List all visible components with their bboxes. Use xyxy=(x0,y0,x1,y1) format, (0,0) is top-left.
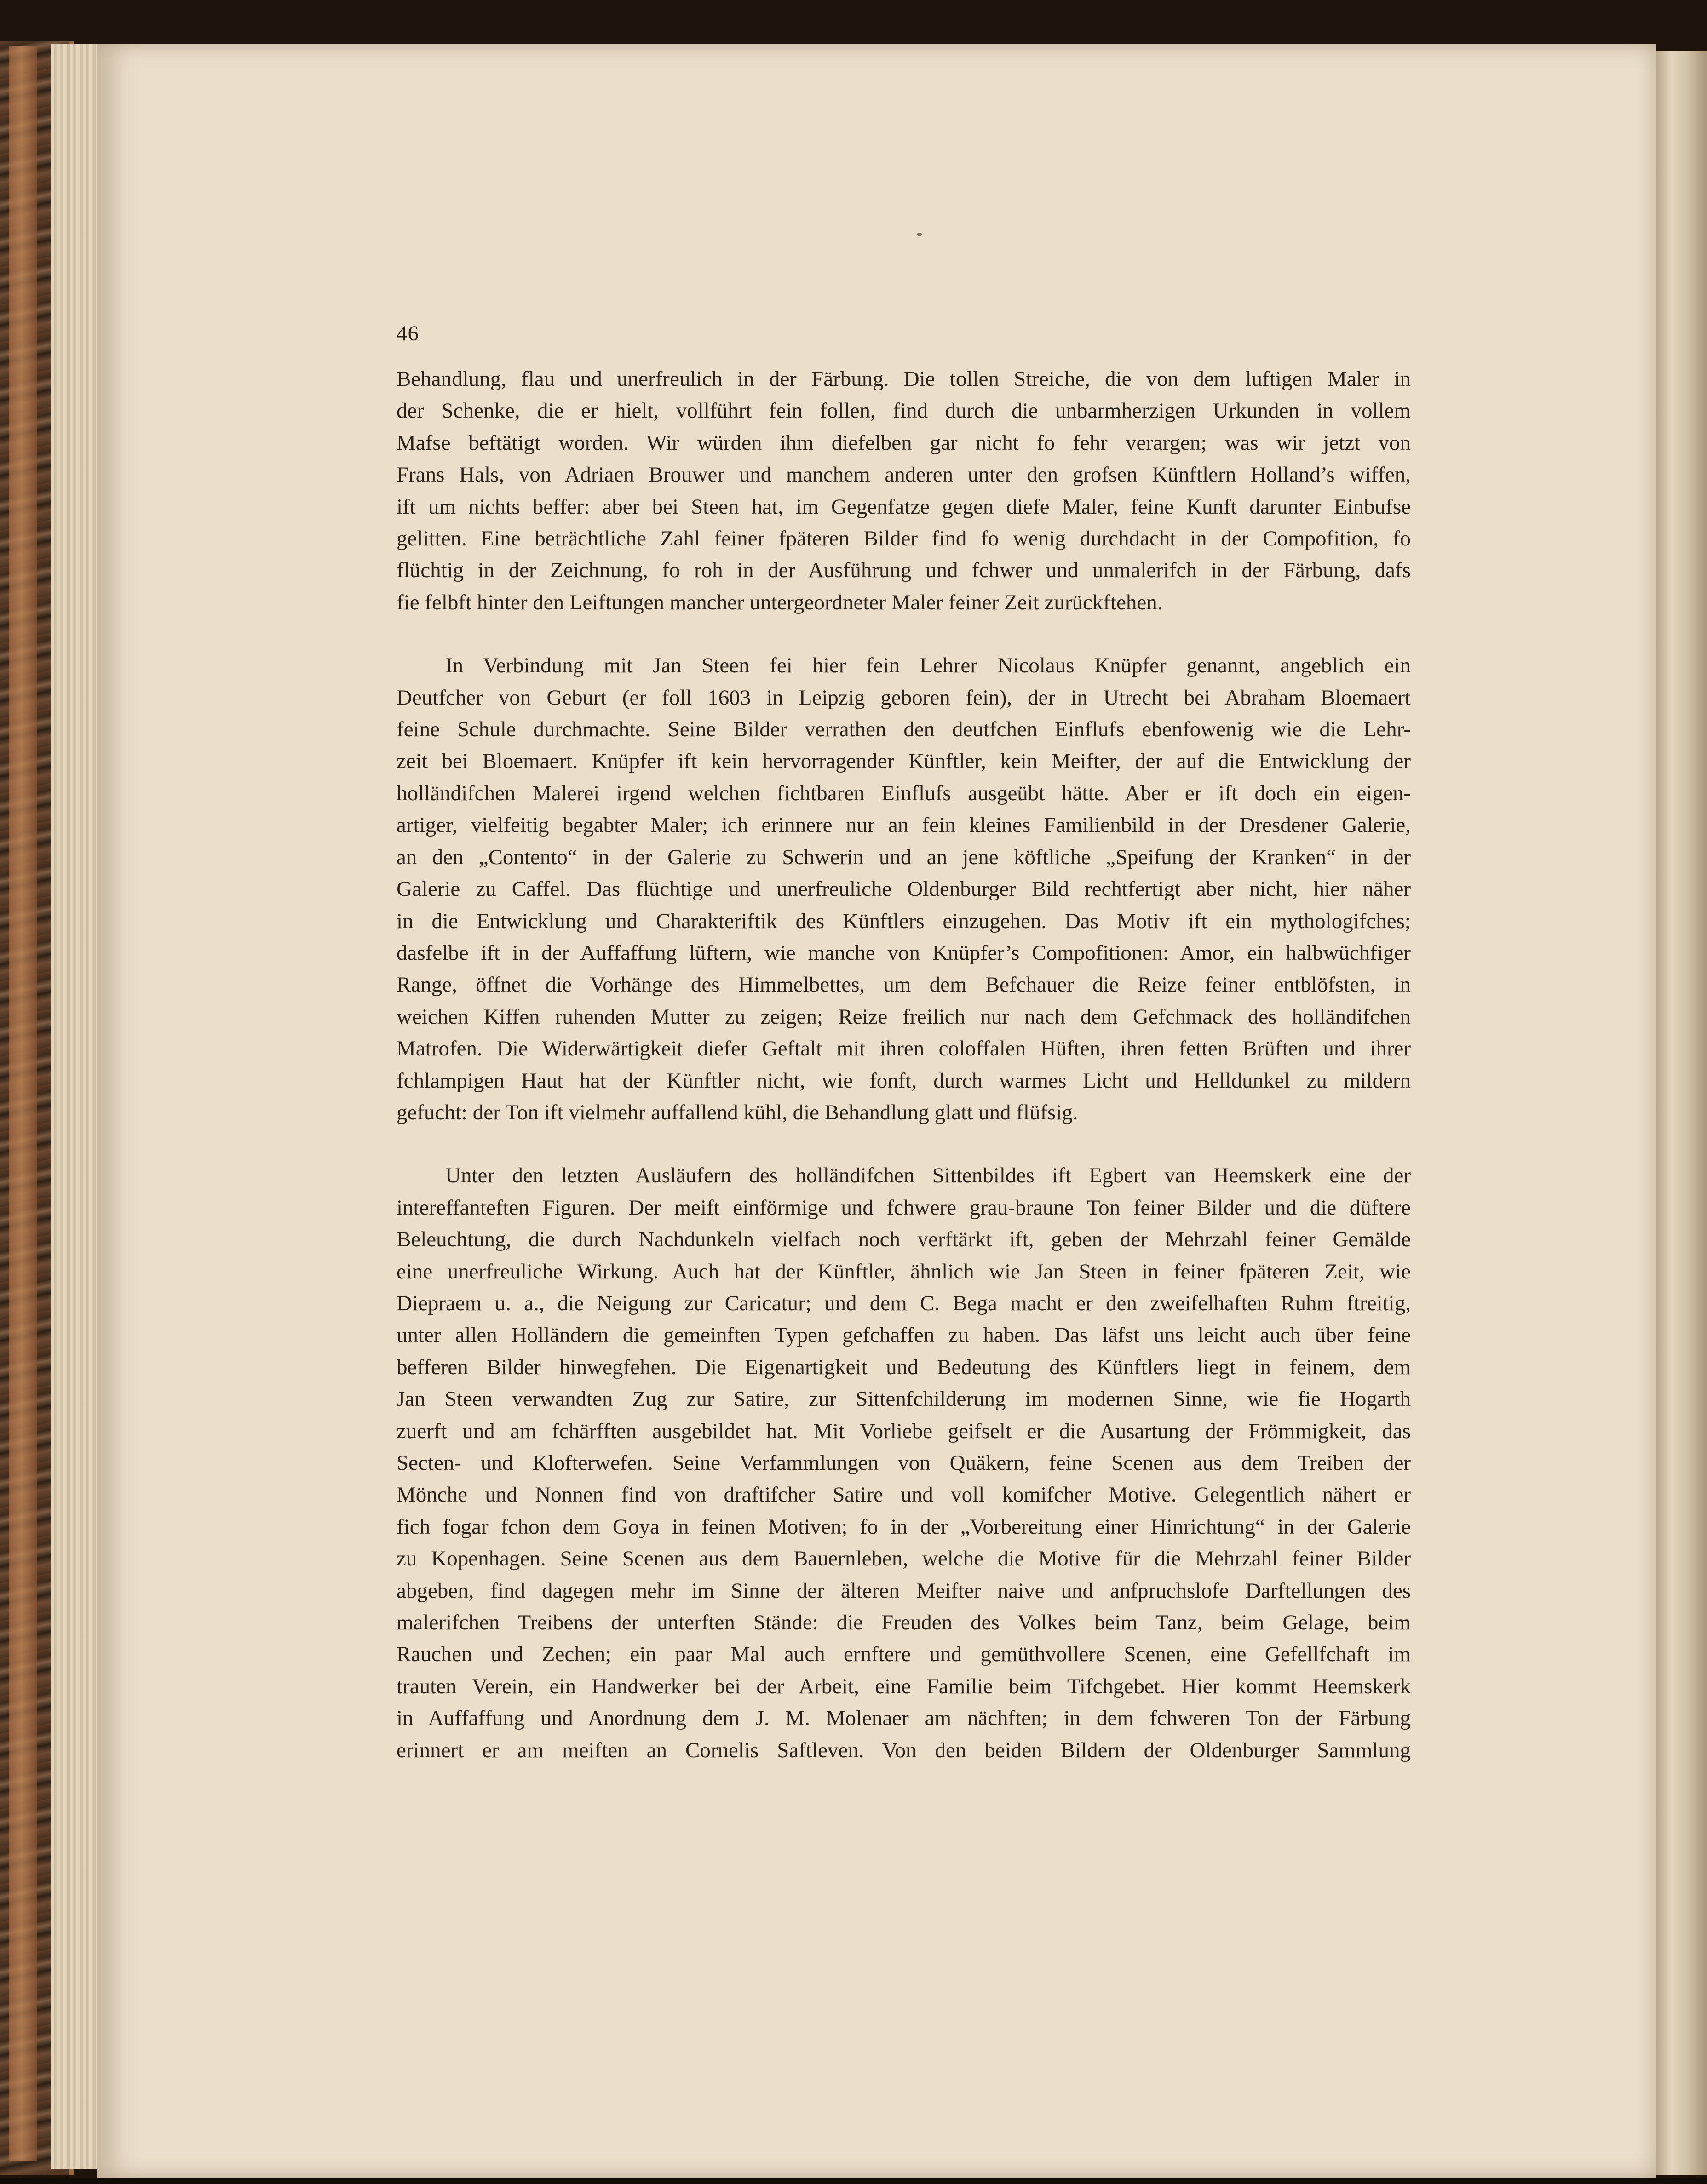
text-line: artiger, vielfeitig begabter Maler; ich erinnere nur an fein kleines Familienbild in der Dresdener Galerie, xyxy=(397,813,1411,837)
paragraph-1 xyxy=(397,363,1411,619)
text-line: Jan Steen verwandten Zug zur Satire, zur Sittenfchilderung im modernen Sinne, wie fie Hogarth xyxy=(397,1387,1411,1411)
text-line: befferen Bilder hinwegfehen. Die Eigenartigkeit und Bedeutung des Künftlers liegt in feinem, dem xyxy=(397,1355,1411,1379)
text-line: intereffanteften Figuren. Der meift einförmige und fchwere grau-braune Ton feiner Bilder und die düftere xyxy=(397,1195,1411,1220)
binding-leather-strip xyxy=(9,46,37,2161)
paragraph-3 xyxy=(397,1160,1411,1766)
text-line: erinnert er am meiften an Cornelis Saftleven. Von den beiden Bildern der Oldenburger Sammlung xyxy=(397,1738,1411,1762)
text-line: Diepraem u. a., die Neigung zur Caricatur; und dem C. Bega macht er den zweifelhaften Ruhm ftreitig, xyxy=(397,1291,1411,1315)
text-line: Deutfcher von Geburt (er foll 1603 in Leipzig geboren fein), der in Utrecht bei Abraham Bloemaert xyxy=(397,685,1411,710)
text-line: Behandlung, flau und unerfreulich in der Färbung. Die tollen Streiche, die von dem luftigen Maler in xyxy=(397,367,1411,391)
body-text xyxy=(397,363,1411,1798)
text-line: fie felbft hinter den Leiftungen mancher untergeordneter Maler feiner Zeit zurückftehen. xyxy=(397,590,1163,614)
text-line: Unter den letzten Ausläufern des holländifchen Sittenbildes ift Egbert van Heemskerk eine der xyxy=(445,1164,1411,1188)
text-line: an den „Contento“ in der Galerie zu Schwerin und an jene köftliche „Speifung der Kranken“ in der xyxy=(397,845,1411,869)
text-line: in Auffaffung und Anordnung dem J. M. Molenaer am nächften; in dem fchweren Ton der Färbung xyxy=(397,1706,1411,1731)
text-line: gelitten. Eine beträchtliche Zahl feiner fpäteren Bilder find fo wenig durchdacht in der Compofition, fo xyxy=(397,527,1411,551)
text-line: Beleuchtung, die durch Nachdunkeln vielfach noch verftärkt ift, geben der Mehrzahl feiner Gemälde xyxy=(397,1227,1411,1252)
text-line: Matrofen. Die Widerwärtigkeit diefer Geftalt mit ihren coloffalen Hüften, ihren fetten Brüften und ihrer xyxy=(397,1037,1411,1061)
text-line: unter allen Holländern die gemeinften Typen gefchaffen zu haben. Das läfst uns leicht auch über feine xyxy=(397,1323,1411,1347)
text-line: In Verbindung mit Jan Steen fei hier fein Lehrer Nicolaus Knüpfer genannt, angeblich ein xyxy=(445,653,1411,678)
text-line: holländifchen Malerei irgend welchen fichtbaren Einflufs ausgeübt hätte. Aber er ift doch ein eigen- xyxy=(397,781,1411,805)
text-line: zuerft und am fchärfften ausgebildet hat. Mit Vorliebe geifselt er die Ausartung der Frömmigkeit, das xyxy=(397,1419,1411,1443)
text-line: Galerie zu Caffel. Das flüchtige und unerfreuliche Oldenburger Bild rechtfertigt aber nicht, hier näher xyxy=(397,877,1411,901)
text-line: fchlampigen Haut hat der Künftler nicht, wie fonft, durch warmes Licht und Helldunkel zu mildern xyxy=(397,1068,1411,1093)
text-line: malerifchen Treibens der unterften Stände: die Freuden des Volkes beim Tanz, beim Gelage, beim xyxy=(397,1611,1411,1635)
text-line: ift um nichts beffer: aber bei Steen hat, im Gegenfatze gegen diefe Maler, feine Kunft darunter Einbufse xyxy=(397,494,1411,519)
text-line: trauten Verein, ein Handwerker bei der Arbeit, eine Familie beim Tifchgebet. Hier kommt Heemskerk xyxy=(397,1674,1411,1698)
text-line: zeit bei Bloemaert. Knüpfer ift kein hervorragender Künftler, kein Meifter, der auf die Entwicklung der xyxy=(397,749,1411,774)
paper-speck xyxy=(917,233,922,236)
page-edges-left xyxy=(51,44,101,2169)
page-edges-right xyxy=(1656,51,1707,2175)
paragraph-2 xyxy=(397,650,1411,1129)
text-line: abgeben, find dagegen mehr im Sinne der älteren Meifter naive und anfpruchslofe Darftellungen des xyxy=(397,1578,1411,1603)
text-line: Secten- und Klofterwefen. Seine Verfammlungen von Quäkern, feine Scenen aus dem Treiben der xyxy=(397,1451,1411,1475)
text-line: Mönche und Nonnen find von draftifcher Satire und voll komifcher Motive. Gelegentlich nähert er xyxy=(397,1483,1411,1507)
scan-border-bottom xyxy=(0,2178,1707,2184)
text-line: Mafse beftätigt worden. Wir würden ihm diefelben gar nicht fo fehr verargen; was wir jetzt von xyxy=(397,430,1411,455)
page-number: 46 xyxy=(397,321,419,345)
text-line: eine unerfreuliche Wirkung. Auch hat der Künftler, ähnlich wie Jan Steen in feiner fpäteren Zeit, wie xyxy=(397,1259,1411,1284)
text-line: Range, öffnet die Vorhänge des Himmelbettes, um dem Befchauer die Reize feiner entblöfsten, in xyxy=(397,973,1411,997)
text-line: zu Kopenhagen. Seine Scenen aus dem Bauernleben, welche die Motive für die Mehrzahl feiner Bilder xyxy=(397,1547,1411,1571)
text-line: Frans Hals, von Adriaen Brouwer und manchem anderen unter den grofsen Künftlern Holland’s wiffen, xyxy=(397,463,1411,487)
text-line: feine Schule durchmachte. Seine Bilder verrathen den deutfchen Einflufs ebenfowenig wie die Lehr- xyxy=(397,717,1411,742)
text-line: der Schenke, die er hielt, vollführt fein follen, find durch die unbarmherzigen Urkunden in vollem xyxy=(397,399,1411,423)
text-line: in die Entwicklung und Charakteriftik des Künftlers einzugehen. Das Motiv ift ein mythologifches; xyxy=(397,909,1411,933)
text-line: Rauchen und Zechen; ein paar Mal auch ernftere und gemüthvollere Scenen, eine Gefellfchaft im xyxy=(397,1642,1411,1667)
text-line: flüchtig in der Zeichnung, fo roh in der Ausführung und fchwer und unmalerifch in der Färbung, dafs xyxy=(397,558,1411,583)
text-line: fich fogar fchon dem Goya in feinen Motiven; fo in der „Vorbereitung einer Hinrichtung“ in der Galerie xyxy=(397,1514,1411,1539)
text-line: gefucht: der Ton ift vielmehr auffallend kühl, die Behandlung glatt und flüfsig. xyxy=(397,1100,1078,1124)
text-line: weichen Kiffen ruhenden Mutter zu zeigen; Reize freilich nur nach dem Gefchmack des holländifchen xyxy=(397,1004,1411,1029)
text-line: dasfelbe ift in der Auffaffung lüftern, wie manche von Knüpfer’s Compofitionen: Amor, ein halbwüchfiger xyxy=(397,940,1411,965)
